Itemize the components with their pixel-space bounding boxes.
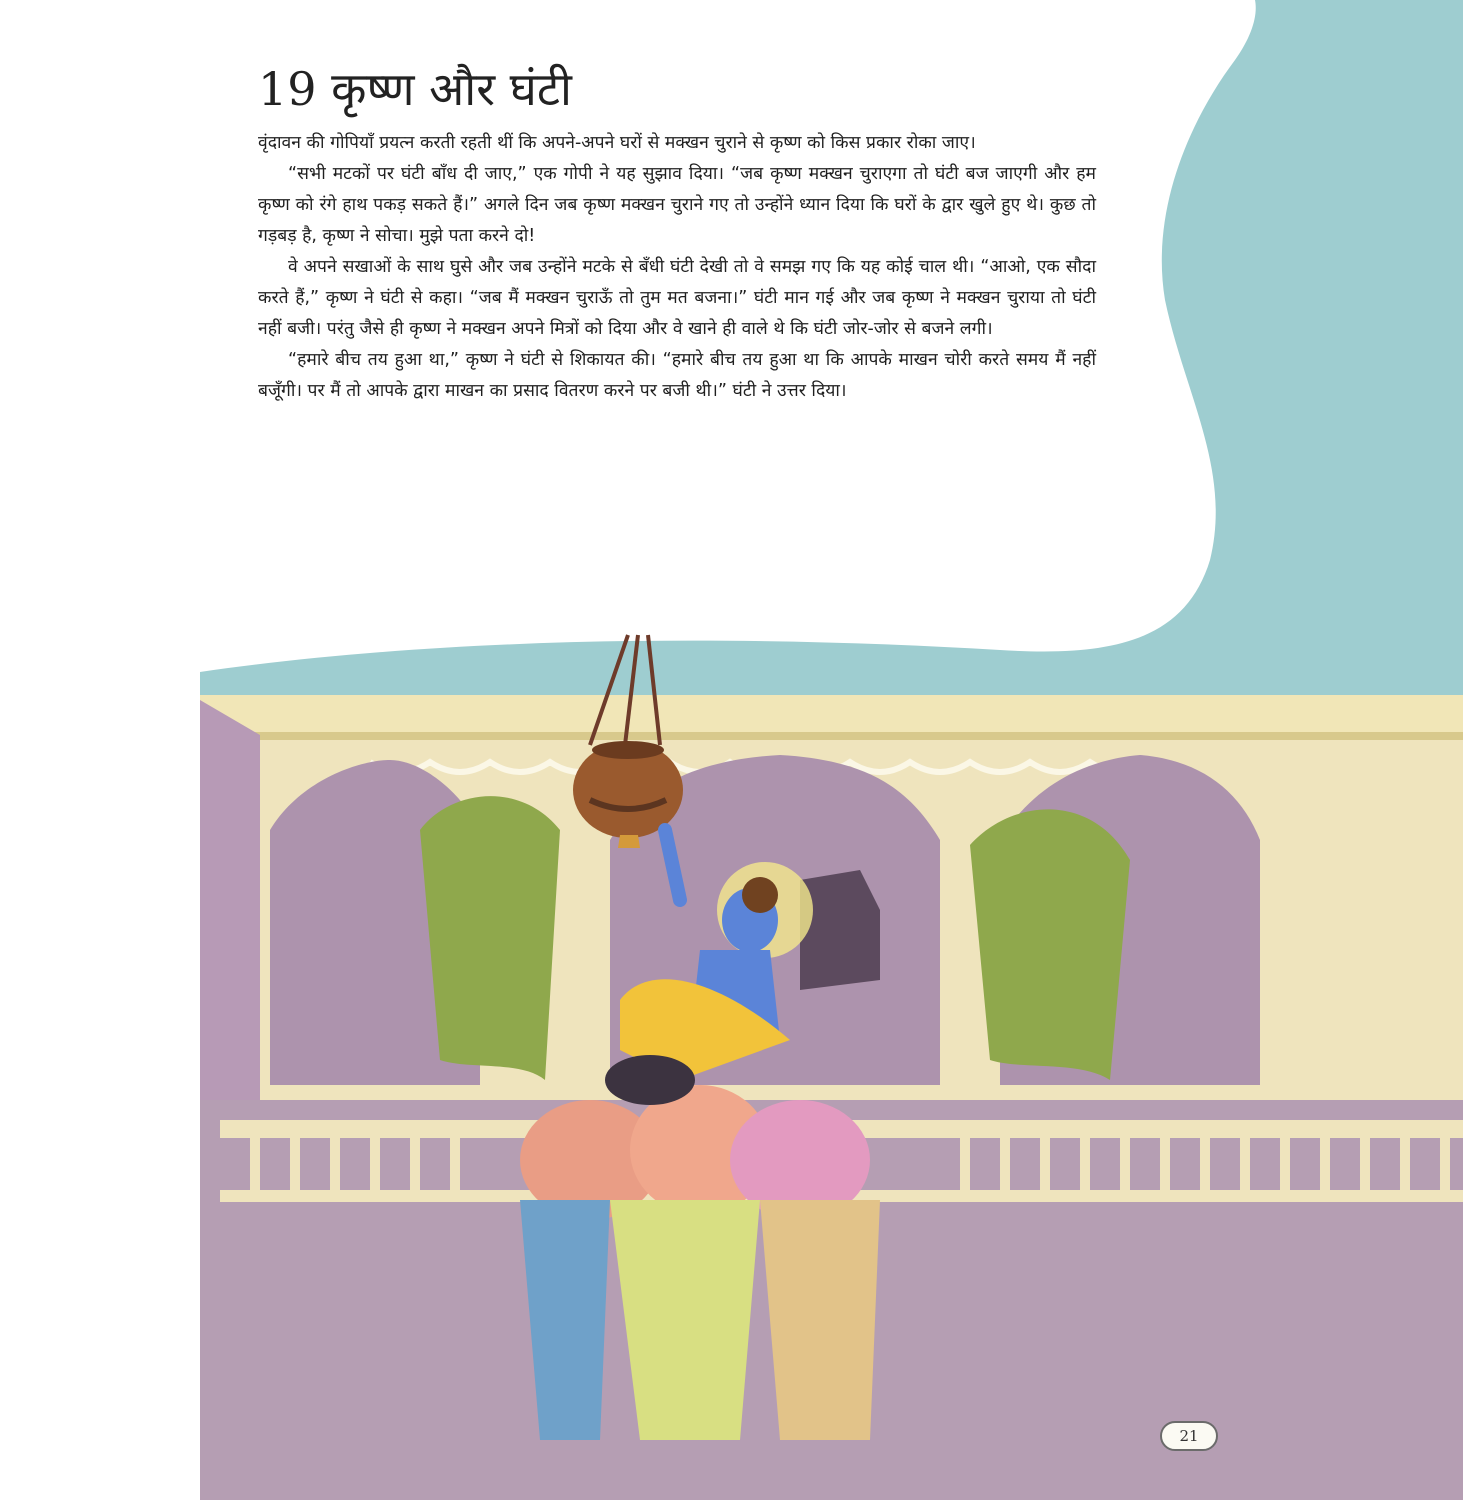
cornice xyxy=(200,695,1463,735)
paragraph-3: वे अपने सखाओं के साथ घुसे और जब उन्होंने मटके से बँधी घंटी देखी तो वे समझ गए कि यह कोई चाल थी। “आओ, एक सौदा करते हैं,” कृष्ण ने घंटी से कहा। “जब मैं मक्खन चुराऊँ तो तुम मत बजना।” घंटी मान गई और जब कृष्ण ने मक्खन चुराया तो घंटी नहीं बजी। परंतु जैसे ही कृष्ण ने मक्खन अपने मित्रों को दिया और वे खाने ही वाले थे कि घंटी जोर-जोर से बजने लगी। xyxy=(258,257,1096,339)
friends-group xyxy=(520,1055,880,1440)
page-number: 21 xyxy=(1179,1427,1199,1445)
paragraph-1: वृंदावन की गोपियाँ प्रयत्न करती रहती थीं कि अपने-अपने घरों से मक्खन चुराने से कृष्ण को किस प्रकार रोका जाए। xyxy=(258,133,976,153)
story-text-block xyxy=(258,58,1096,407)
paragraph-2: “सभी मटकों पर घंटी बाँध दी जाए,” एक गोपी ने यह सुझाव दिया। “जब कृष्ण मक्खन चुराएगा तो घंटी बज जाएगी और हम कृष्ण को रंगे हाथ पकड़ सकते हैं।” अगले दिन जब कृष्ण मक्खन चुराने गए तो उन्होंने ध्यान दिया कि घरों के द्वार खुले हुए थे। कुछ तो गड़बड़ है, कृष्ण ने सोचा। मुझे पता करने दो! xyxy=(258,164,1096,246)
curtain-left xyxy=(420,796,560,1080)
story-title: 19 कृष्ण और घंटी xyxy=(258,62,572,116)
page-number-badge xyxy=(1160,1421,1218,1451)
curtain-right xyxy=(970,809,1130,1080)
wall-niche xyxy=(800,870,880,990)
paragraph-4: “हमारे बीच तय हुआ था,” कृष्ण ने घंटी से शिकायत की। “हमारे बीच तय हुआ था कि आपके माखन चोरी करते समय मैं नहीं बजूँगी। पर मैं तो आपके द्वारा माखन का प्रसाद वितरण करने पर बजी थी।” घंटी ने उत्तर दिया। xyxy=(258,350,1096,401)
bell xyxy=(618,835,640,848)
